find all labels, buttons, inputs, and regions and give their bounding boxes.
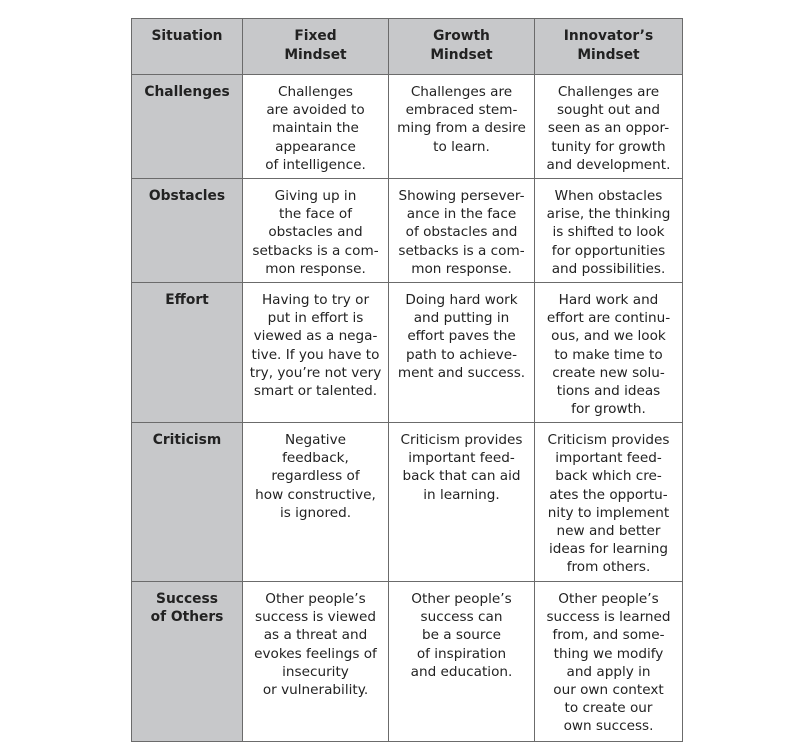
cell-text-line: Hard work and	[558, 292, 659, 308]
cell-text-line: back which cre-	[555, 468, 662, 485]
cell-text-line: feedback,	[282, 450, 349, 467]
fixed-cell	[243, 283, 389, 423]
growth-cell	[389, 582, 535, 742]
cell-text-line: or vulnerability.	[262, 682, 369, 699]
cell-text-line: tive. If you have to	[251, 346, 380, 363]
cell-text-line: sought out and	[556, 102, 661, 119]
cell-text-line: from, and some-	[552, 627, 665, 644]
situation-success-of-others	[132, 582, 243, 742]
cell-text-line: Criticism provides	[547, 432, 670, 448]
situation-obstacles	[132, 179, 243, 283]
cell-text-line: insecurity	[282, 663, 349, 680]
cell-text-line: create new solu-	[552, 364, 665, 381]
cell-text-line: Negative	[284, 432, 346, 448]
cell-text-line: ideas for learning	[549, 541, 668, 558]
cell-text-line: success can	[420, 609, 503, 626]
cell-text-line: When obstacles	[554, 188, 663, 204]
cell-text-line: and development.	[546, 156, 671, 173]
cell-text-line: obstacles and	[268, 224, 363, 241]
cell-text-line: ming from a desire	[397, 120, 526, 137]
fixed-cell	[243, 582, 389, 742]
cell-text-line: ment and success.	[397, 364, 526, 381]
cell-text-line: new and better	[556, 523, 661, 540]
cell-text-line: path to achieve-	[405, 346, 518, 363]
cell-text-line: of obstacles and	[405, 224, 518, 241]
cell-text-line: Challenges are	[557, 84, 660, 100]
cell-text-line: back that can aid	[402, 468, 521, 485]
mindset-comparison-table	[131, 18, 683, 742]
cell-text-line: Other people’s	[558, 591, 659, 607]
cell-text-line: thing we modify	[553, 645, 664, 662]
situation-label-line: Obstacles	[148, 188, 226, 204]
cell-text-line: to learn.	[433, 138, 490, 155]
cell-text-line: Having to try or	[261, 292, 370, 308]
cell-text-line: own success.	[563, 718, 654, 735]
growth-cell	[389, 283, 535, 423]
cell-text-line: ous, and we look	[551, 328, 666, 345]
situation-effort	[132, 283, 243, 423]
cell-text-line: maintain the	[272, 120, 359, 137]
innovator-cell	[535, 75, 683, 179]
cell-text-line: our own context	[553, 682, 664, 699]
header-growth-mindset	[389, 19, 535, 75]
cell-text-line: mon response.	[411, 260, 512, 277]
situation-criticism	[132, 423, 243, 582]
cell-text-line: smart or talented.	[253, 383, 378, 400]
cell-text-line: and education.	[410, 663, 513, 680]
cell-text-line: Challenges are	[410, 84, 513, 100]
cell-text-line: and apply in	[566, 663, 651, 680]
cell-text-line: for opportunities	[551, 242, 666, 259]
cell-text-line: Challenges	[277, 84, 354, 100]
growth-cell	[389, 423, 535, 582]
header-innovators-mindset	[535, 19, 683, 75]
situation-label-line: Effort	[165, 292, 209, 308]
cell-text-line: Criticism provides	[400, 432, 523, 448]
table-row	[132, 75, 683, 179]
cell-text-line: to make time to	[554, 346, 663, 363]
innovator-cell	[535, 582, 683, 742]
table-row	[132, 423, 683, 582]
cell-text-line: is shifted to look	[552, 224, 665, 241]
cell-text-line: is ignored.	[279, 504, 352, 521]
cell-text-line: nity to implement	[547, 504, 670, 521]
cell-text-line: ance in the face	[406, 206, 517, 223]
header-situation	[132, 19, 243, 75]
header-fixed-mindset	[243, 19, 389, 75]
cell-text-line: mon response.	[265, 260, 366, 277]
cell-text-line: appearance	[275, 138, 356, 155]
cell-text-line: important feed-	[555, 450, 662, 467]
cell-text-line: setbacks is a com-	[398, 242, 525, 259]
situation-label-line: Criticism	[152, 432, 222, 448]
cell-text-line: of intelligence.	[265, 156, 366, 173]
cell-text-line: put in effort is	[267, 310, 364, 327]
cell-text-line: and putting in	[413, 310, 510, 327]
header-row	[132, 19, 683, 75]
header-line: Innovator’s	[563, 28, 654, 44]
cell-text-line: in learning.	[423, 486, 500, 503]
innovator-cell	[535, 283, 683, 423]
cell-text-line: and possibilities.	[551, 260, 666, 277]
cell-text-line: as a threat and	[263, 627, 368, 644]
fixed-cell	[243, 423, 389, 582]
cell-text-line: Doing hard work	[405, 292, 518, 308]
situation-label-line: of Others	[150, 609, 224, 626]
cell-text-line: are avoided to	[266, 102, 365, 119]
cell-text-line: Giving up in	[274, 188, 357, 204]
header-line: Mindset	[430, 47, 493, 63]
cell-text-line: Other people’s	[265, 591, 366, 607]
cell-text-line: viewed as a nega-	[253, 328, 378, 345]
header-line: Mindset	[577, 47, 640, 63]
cell-text-line: embraced stem-	[405, 102, 518, 119]
situation-label-line: Challenges	[144, 84, 230, 100]
cell-text-line: regardless of	[271, 468, 360, 485]
cell-text-line: success is learned	[546, 609, 671, 626]
header-line: Growth	[433, 28, 490, 44]
cell-text-line: success is viewed	[255, 609, 376, 626]
cell-text-line: how constructive,	[255, 486, 376, 503]
cell-text-line: of inspiration	[416, 645, 507, 662]
header-line: Mindset	[284, 47, 347, 63]
innovator-cell	[535, 179, 683, 283]
cell-text-line: the face of	[278, 206, 352, 223]
cell-text-line: try, you’re not very	[249, 364, 382, 381]
header-line: Fixed	[294, 28, 337, 44]
innovator-cell	[535, 423, 683, 582]
growth-cell	[389, 179, 535, 283]
cell-text-line: tions and ideas	[556, 383, 661, 400]
cell-text-line: setbacks is a com-	[252, 242, 379, 259]
cell-text-line: tunity for growth	[551, 138, 666, 155]
header-line: Situation	[151, 28, 223, 44]
cell-text-line: ates the opportu-	[549, 486, 668, 503]
fixed-cell	[243, 179, 389, 283]
cell-text-line: effort are continu-	[546, 310, 671, 327]
cell-text-line: to create our	[564, 700, 653, 717]
cell-text-line: effort paves the	[407, 328, 516, 345]
situation-label-line: Success	[156, 591, 218, 607]
cell-text-line: arise, the thinking	[546, 206, 671, 223]
table-row	[132, 283, 683, 423]
cell-text-line: evokes feelings of	[254, 645, 377, 662]
fixed-cell	[243, 75, 389, 179]
cell-text-line: important feed-	[408, 450, 515, 467]
cell-text-line: be a source	[421, 627, 502, 644]
situation-challenges	[132, 75, 243, 179]
cell-text-line: Showing persever-	[398, 188, 525, 204]
table-row	[132, 179, 683, 283]
table-row	[132, 582, 683, 742]
cell-text-line: from others.	[566, 559, 651, 576]
cell-text-line: Other people’s	[411, 591, 512, 607]
cell-text-line: seen as an oppor-	[547, 120, 670, 137]
cell-text-line: for growth.	[571, 401, 646, 418]
growth-cell	[389, 75, 535, 179]
